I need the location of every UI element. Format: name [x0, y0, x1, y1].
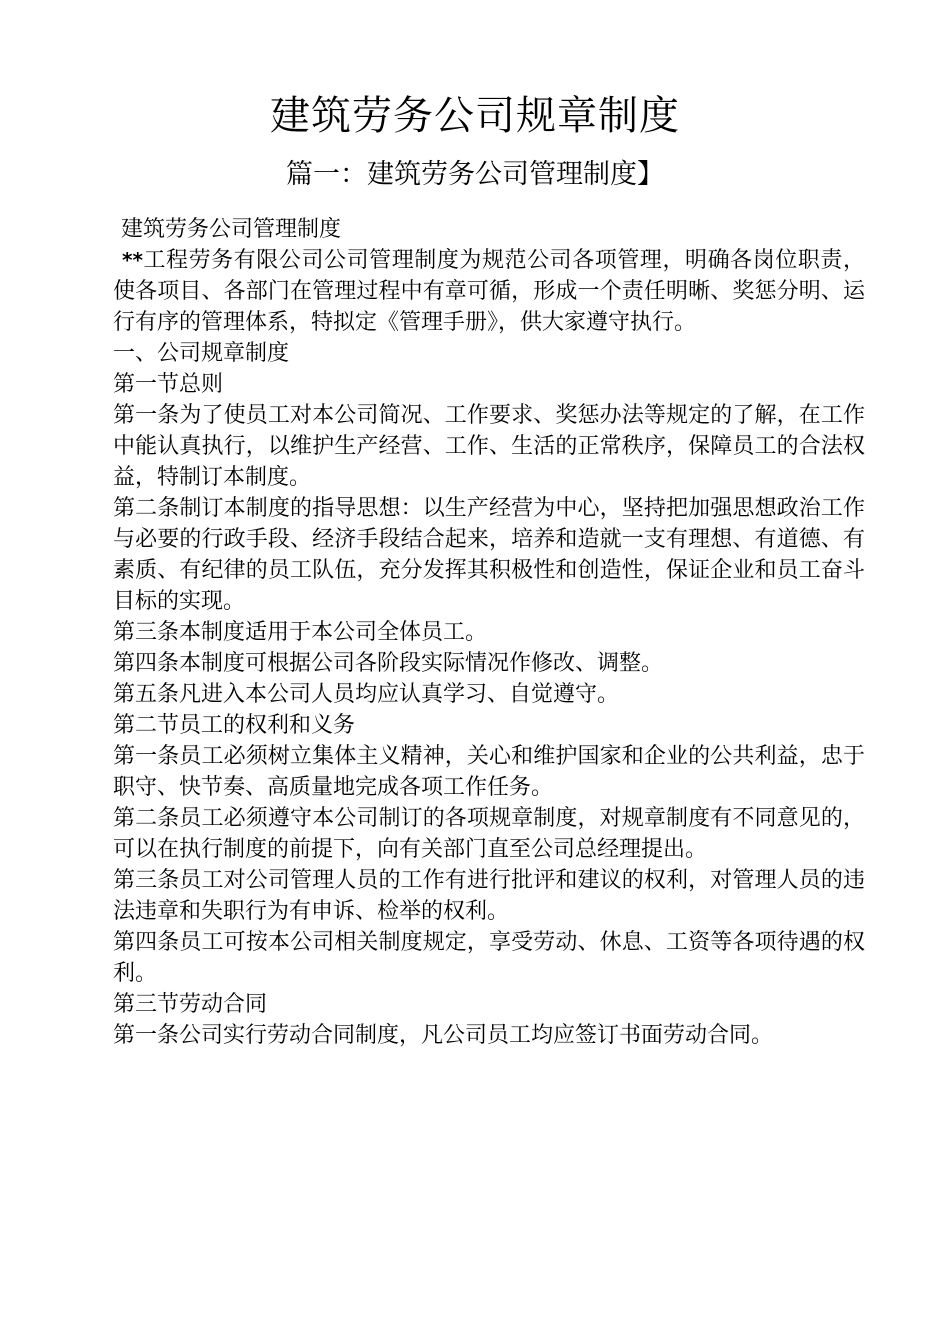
- intro-mark: **: [122, 248, 143, 272]
- intro-text: 工程劳务有限公司公司管理制度为规范公司各项管理，明确各岗位职责，使各项目、各部门在管理过程中有章可循，形成一个责任明晰、奖惩分明、运行有序的管理体系，特拟定《管理手册》，供大家遵守执行。: [113, 248, 865, 335]
- article-paragraph: 第二条员工必须遵守本公司制订的各项规章制度，对规章制度有不同意见的，可以在执行制度的前提下，向有关部门直至公司总经理提出。: [113, 806, 865, 862]
- article-paragraph: 第四条员工可按本公司相关制度规定，享受劳动、休息、工资等各项待遇的权利。: [113, 930, 865, 986]
- article-paragraph: 第一条为了使员工对本公司简况、工作要求、奖惩办法等规定的了解，在工作中能认真执行，以维护生产经营、工作、生活的正常秩序，保障员工的合法权益，特制订本制度。: [113, 403, 865, 490]
- article-paragraph: 第三条本制度适用于本公司全体员工。: [113, 620, 488, 645]
- article-paragraph: 第一条公司实行劳动合同制度，凡公司员工均应签订书面劳动合同。: [113, 1023, 774, 1048]
- article-paragraph: 第二条制订本制度的指导思想：以生产经营为中心，坚持把加强思想政治工作与必要的行政手段、经济手段结合起来，培养和造就一支有理想、有道德、有素质、有纪律的员工队伍，充分发挥其积极性和创造性，保证企业和员工奋斗目标的实现。: [113, 496, 865, 614]
- document-subtitle: 篇一：建筑劳务公司管理制度】: [286, 159, 664, 190]
- article-paragraph: 第五条凡进入本公司人员均应认真学习、自觉遵守。: [113, 682, 620, 707]
- document-title: 建筑劳务公司规章制度: [270, 93, 680, 139]
- intro-paragraph: [113, 245, 865, 338]
- article-paragraph: 第四条本制度可根据公司各阶段实际情况作修改、调整。: [113, 651, 664, 676]
- article-paragraph: 第三条员工对公司管理人员的工作有进行批评和建议的权利，对管理人员的违法违章和失职行为有申诉、检举的权利。: [113, 868, 865, 924]
- document-body: [113, 214, 865, 1051]
- heading-section-contract: 第三节劳动合同: [113, 992, 268, 1017]
- heading-company-rules: 一、公司规章制度: [113, 341, 290, 366]
- heading-section-general: 第一节总则: [113, 372, 224, 397]
- article-paragraph: 第一条员工必须树立集体主义精神，关心和维护国家和企业的公共利益，忠于职守、快节奏、高质量地完成各项工作任务。: [113, 744, 865, 800]
- section-title-line: 建筑劳务公司管理制度: [121, 217, 342, 242]
- heading-section-rights: 第二节员工的权利和义务: [113, 713, 356, 738]
